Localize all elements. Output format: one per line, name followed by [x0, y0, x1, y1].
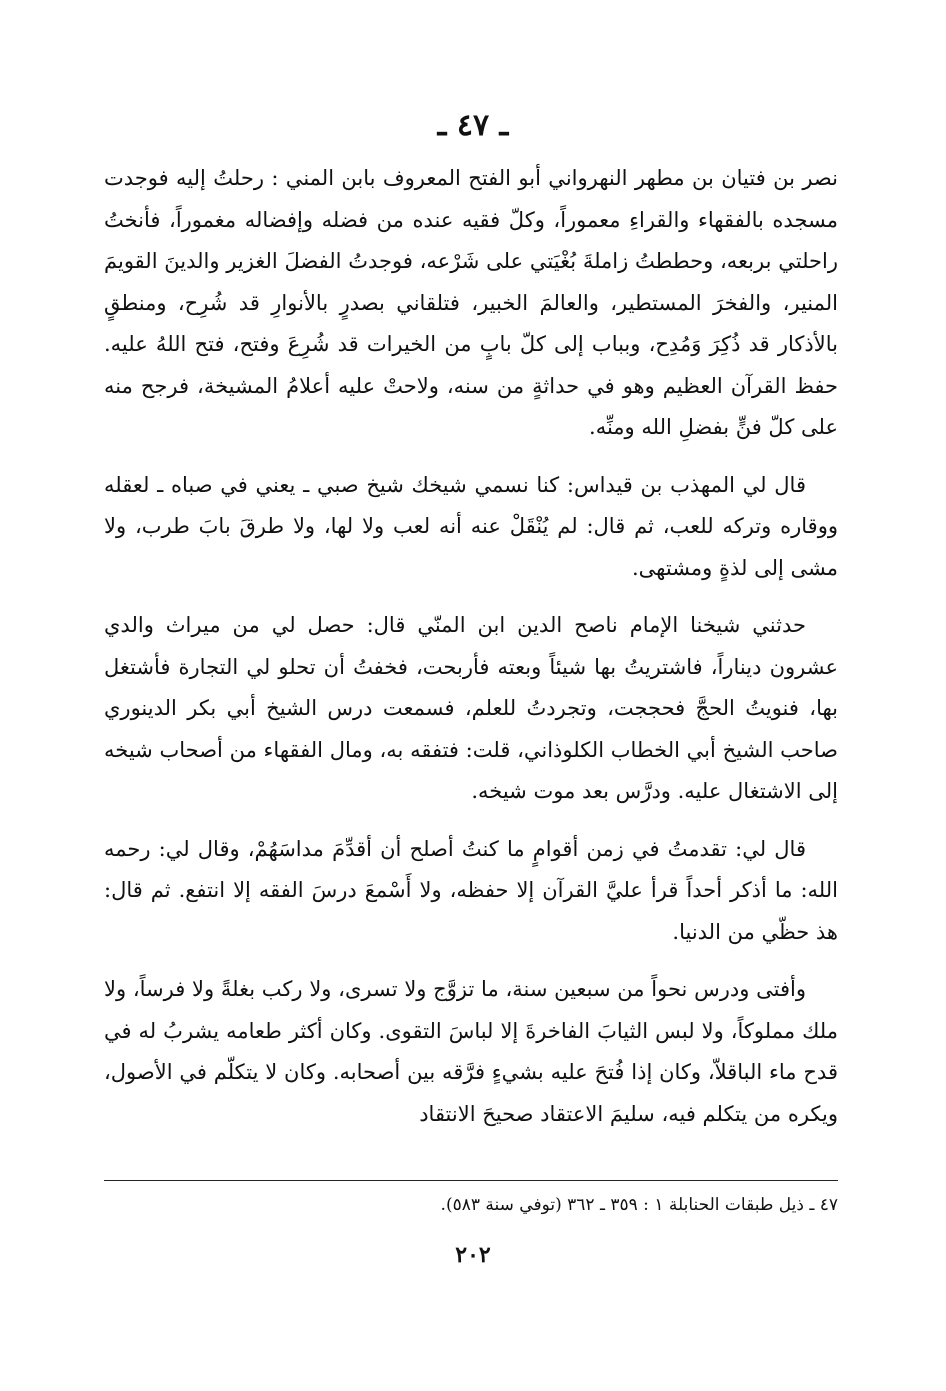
- paragraph: حدثني شيخنا الإمام ناصح الدين ابن المنّي قال: حصل لي من ميراث والدي عشرون ديناراً، فاشتريتُ بها شيئاً وبعته فأربحت، فخفتُ أن تحلو لي التجارة فأشتغل بها، فنويتُ الحجَّ فحججت، وتجردتُ للعلم، فسمعت درس الشيخ أبي بكر الدينوري صاحب الشيخ أبي الخطاب الكلوذاني، قلت: فتفقه به، ومال الفقهاء من أصحاب شيخه إلى الاشتغال عليه. ودرَّس بعد موت شيخه.: [104, 613, 838, 803]
- paragraph: وأفتى ودرس نحواً من سبعين سنة، ما تزوَّج ولا تسرى، ولا ركب بغلةً ولا فرساً، ولا ملك مملوكاً، ولا لبس الثيابَ الفاخرةَ إلا لباسَ التقوى. وكان أكثر طعامه يشربُ له في قدح ماء الباقلاّ، وكان إذا فُتحَ عليه بشيءٍ فرَّقه بين أصحابه. وكان لا يتكلّم في الأصول، ويكره من يتكلم فيه، سليمَ الاعتقاد صحيحَ الانتقاد: [104, 977, 838, 1126]
- paragraph: نصر بن فتيان بن مطهر النهرواني أبو الفتح المعروف بابن المني : رحلتُ إليه فوجدت مسجده بالفقهاء والقراءِ معموراً، وكلّ فقيه عنده من فضله وإفضاله مغموراً، فأنختُ راحلتي بربعه، وحططتُ زاملةَ بُغْيَتي على شَرْعه، فوجدتُ الفضلَ الغزير والدينَ القويمَ المنير، والفخرَ المستطير، والعالمَ الخبير، فتلقاني بصدرٍ بالأنوارِ قد شُرِح، ومنطقٍ بالأذكار قد ذُكِرَ وَمُدِح، وبباب إلى كلّ بابٍ من الخيرات قد شُرِعَ وفتح، فتح اللهُ عليه. حفظ القرآن العظيم وهو في حداثةٍ من سنه، ولاحتْ عليه أعلامُ المشيخة، فرجح منه على كلّ فنٍّ بفضلِ الله ومنِّه.: [104, 166, 838, 439]
- page-number: ٢٠٢: [455, 1242, 491, 1268]
- footnote: ٤٧ ـ ذيل طبقات الحنابلة ١ : ٣٥٩ ـ ٣٦٢ (توفي سنة ٥٨٣).: [440, 1195, 838, 1215]
- paragraph: قال لي: تقدمتُ في زمن أقوامٍ ما كنتُ أصلح أن أقدِّمَ مداسَهُمْ، وقال لي: رحمه الله: ما أذكر أحداً قرأ عليَّ القرآن إلا حفظه، ولا أَسْمعَ درسَ الفقه إلا انتفع. ثم قال: هذ حظّي من الدنيا.: [104, 836, 838, 944]
- main-text: [104, 158, 838, 1151]
- entry-number: ـ ٤٧ ـ: [437, 108, 509, 143]
- footnote-divider: [104, 1180, 838, 1181]
- paragraph: قال لي المهذب بن قيداس: كنا نسمي شيخك شيخ صبي ـ يعني في صباه ـ لعقله ووقاره وتركه للعب، ثم قال: لم يُنْقَلْ عنه أنه لعب ولا لها، ولا طرقَ بابَ طرب، ولا مشى إلى لذةٍ ومشتهى.: [104, 472, 838, 580]
